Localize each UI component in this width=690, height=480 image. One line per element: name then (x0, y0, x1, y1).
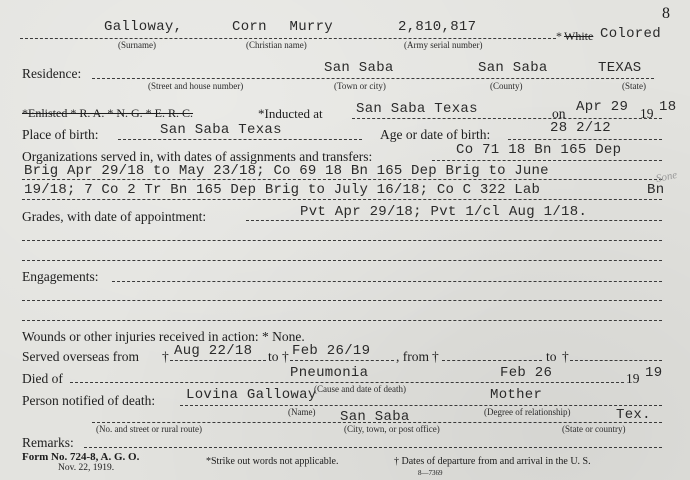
state-caption: (State) (622, 81, 646, 91)
notified-label: Person notified of death: (22, 393, 156, 408)
death-year-prefix: 19 (626, 371, 640, 386)
state2-caption: (State or country) (562, 424, 626, 434)
grades-line-2 (22, 240, 662, 241)
grades-line (246, 220, 662, 221)
remarks-line (84, 447, 662, 448)
strike-note: *Strike out words not applicable. (206, 456, 339, 467)
wounds-label: Wounds or other injuries received in action: * None. (22, 329, 305, 344)
form-number: Form No. 724-8, A. G. O. (22, 451, 140, 463)
relationship-caption: (Degree of relationship) (484, 407, 571, 417)
grades-line-3 (22, 260, 662, 261)
birth-line (118, 139, 362, 140)
engagements-line-3 (22, 320, 662, 321)
notified-city: San Saba (340, 409, 410, 425)
street-caption: (Street and house number) (148, 81, 244, 91)
residence-county: San Saba (478, 60, 548, 76)
overseas-to2-line (570, 360, 662, 361)
died-label: Died of (22, 371, 63, 386)
overseas-from-date: Aug 22/18 (174, 343, 253, 359)
name-caption: (Name) (288, 407, 316, 417)
age-line (508, 139, 662, 140)
serial-caption: (Army serial number) (404, 40, 483, 50)
surname-value: Galloway, (104, 19, 183, 35)
christian-name-value: Corn Murry (232, 19, 334, 35)
residence-label: Residence: (22, 66, 82, 81)
overseas-dagger-2: † (282, 349, 289, 364)
grades-label: Grades, with date of appointment: (22, 209, 207, 224)
death-cause: Pneumonia (290, 365, 369, 381)
grades-value: Pvt Apr 29/18; Pvt 1/cl Aug 1/18. (300, 204, 588, 220)
induction-on-label: on (552, 106, 566, 121)
engagements-line-2 (22, 300, 662, 301)
organizations-text-3: 19/18; 7 Co 2 Tr Bn 165 Dep Brig to July 16/18; Co C 322 Lab (24, 182, 541, 198)
surname-caption: (Surname) (118, 40, 156, 50)
overseas-to-date: Feb 26/19 (292, 343, 371, 359)
cause-caption: (Cause and date of death) (314, 384, 406, 394)
card-number: 8 (662, 5, 670, 22)
induction-year: 18 (659, 99, 677, 115)
notified-state: Tex. (616, 407, 651, 423)
christian-name-caption: (Christian name) (246, 40, 307, 50)
town-caption: (Town or city) (334, 81, 386, 91)
residence-state: TEXAS (598, 60, 642, 76)
death-line (70, 382, 624, 383)
remarks-label: Remarks: (22, 435, 74, 450)
death-year: 19 (645, 365, 663, 381)
print-code: 8—7369 (418, 469, 443, 477)
induction-line (352, 118, 662, 119)
engagements-line-1 (112, 281, 662, 282)
death-date: Feb 26 (500, 365, 553, 381)
name-line (20, 38, 556, 39)
induction-year-prefix: 19 (640, 106, 654, 121)
notified-relationship: Mother (490, 387, 543, 403)
organizations-text-2: Brig Apr 29/18 to May 23/18; Co 69 18 Bn 165 Dep Brig to June (24, 163, 549, 179)
residence-town: San Saba (324, 60, 394, 76)
organizations-line-1 (432, 160, 662, 161)
margin-note: Sone (654, 168, 679, 186)
inducted-label: *Inducted at (258, 106, 323, 121)
street2-caption: (No. and street or rural route) (96, 424, 202, 434)
overseas-from2-line (442, 360, 542, 361)
organizations-line-2 (22, 179, 662, 180)
organizations-label: Organizations served in, with dates of assignments and transfers: (22, 149, 373, 164)
overseas-label: Served overseas from (22, 349, 139, 364)
overseas-to-label: to (268, 349, 279, 364)
overseas-dagger-3: † (432, 349, 439, 364)
enlistment-struck: *Enlisted * R. A. * N. G. * E. R. C. (22, 106, 194, 120)
county-caption: (County) (490, 81, 523, 91)
age-value: 28 2/12 (550, 120, 611, 136)
city2-caption: (City, town, or post office) (344, 424, 440, 434)
induction-place: San Saba Texas (356, 101, 478, 117)
organizations-text-3-mark: Bn (647, 182, 665, 198)
induction-date: Apr 29 (576, 99, 629, 115)
age-label: Age or date of birth: (380, 127, 491, 142)
overseas-to2-label: to (546, 349, 557, 364)
notified-line (180, 405, 662, 406)
race-star: * (556, 29, 562, 43)
dates-note: † Dates of departure from and arrival in the U. S. (394, 456, 591, 467)
race-struck: White (564, 29, 594, 43)
residence-line (92, 78, 654, 79)
overseas-from-line (170, 360, 266, 361)
overseas-to-line (290, 360, 394, 361)
notified-name: Lovina Galloway (186, 387, 317, 403)
organizations-text-1: Co 71 18 Bn 165 Dep (456, 142, 622, 158)
engagements-label: Engagements: (22, 269, 99, 284)
overseas-from2-label: , from (396, 349, 429, 364)
birth-label: Place of birth: (22, 127, 99, 142)
overseas-dagger-4: † (562, 349, 569, 364)
birth-place: San Saba Texas (160, 122, 282, 138)
race-value: Colored (600, 26, 661, 42)
serial-number-value: 2,810,817 (398, 19, 477, 35)
organizations-line-3 (22, 199, 662, 200)
form-date: Nov. 22, 1919. (58, 463, 115, 473)
overseas-dagger-1: † (162, 349, 169, 364)
